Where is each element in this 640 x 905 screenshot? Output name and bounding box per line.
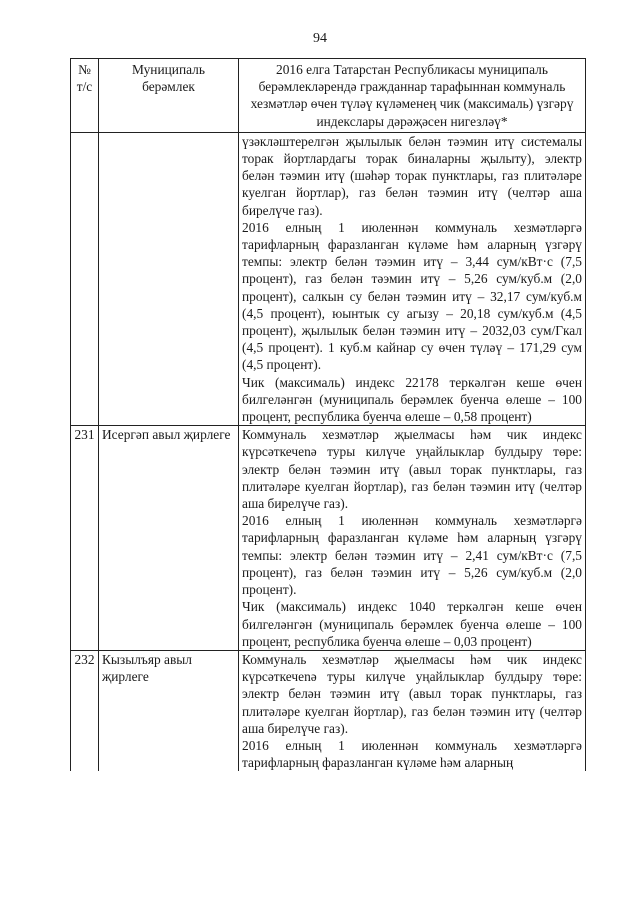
- row-municipality: Исергәп авыл җирлеге: [99, 426, 239, 651]
- row-description: [239, 132, 586, 425]
- table-row: [71, 426, 586, 651]
- row-number: 232: [71, 650, 99, 771]
- row-paragraph: Коммуналь хезмәтләр җыелмасы һәм чик индекс күрсәткечenә туры килүче уңайлыклар булдыру төре: электр белән тәэмин итү (авыл торак пунктлары, газ плитәләре куелган йортлар), газ белән тәэмин итү (челтәр аша бирелүче газ).: [242, 651, 582, 736]
- row-number: [71, 132, 99, 425]
- row-paragraph: Коммуналь хезмәтләр җыелмасы һәм чик индекс күрсәткечenә туры килүче уңайлыклар булдыру төре: электр белән тәэмин итү (авыл торак пунктлары, газ плитәләре куелган йортлар), газ белән тәэмин итү (челтәр аша бирелүче газ).: [242, 427, 582, 512]
- row-paragraph: Чик (максималь) индекс 22178 теркәлгән кеше өчен билгеләнгән (муниципаль берәмлек буенча өлеше – 100 процент, республика буенча өлеше – 0,58 процент): [242, 374, 582, 425]
- header-number: № т/с: [71, 59, 99, 133]
- row-number: 231: [71, 426, 99, 651]
- page-number: 94: [313, 31, 327, 46]
- table-row: [71, 650, 586, 771]
- table-header-row: [71, 59, 586, 133]
- row-paragraph: Чик (максималь) индекс 1040 теркәлгән кеше өчен билгеләнгән (муниципаль берәмлек буенча өлеше – 100 процент, республика буенча өлеше – 0,03 процент): [242, 599, 582, 649]
- row-municipality: [99, 132, 239, 425]
- row-paragraph: 2016 елның 1 июленнән коммуналь хезмәтләргә тарифларның фаразланган күләме һәм аларның: [242, 737, 582, 771]
- index-table: [70, 58, 586, 771]
- header-index: 2016 елга Татарстан Республикасы муниципаль берәмлекләрендә гражданнар тарафыннан коммуналь хезмәтләр өчен түләү күләменең чик (максималь) үзгәрү индекслары дәрәҗәсен нигезләү*: [239, 59, 586, 133]
- row-paragraph: 2016 елның 1 июленнән коммуналь хезмәтләргә тарифларның фаразланган күләме һәм аларның үзгәрү темпы: электр белән тәэмин итү – 3,44 сум/кВт·с (7,5 процент), газ белән тәэмин итү – 5,26 сум/куб.м (2,0 процент), салкын су белән тәэмин итү – 32,17 сум/куб.м (4,5 процент), юынтык су агызу – 20,18 сум/куб.м (4,5 процент), җылылык белән тәэмин итү – 2032,03 сум/Гкал (4,5 процент). 1 куб.м кайнар су өчен түләү – 171,29 сум (4,5 процент).: [242, 219, 582, 373]
- row-description: [239, 650, 586, 771]
- row-municipality: Кызылъяр авыл җирлеге: [99, 650, 239, 771]
- table-row: [71, 132, 586, 425]
- row-paragraph: 2016 елның 1 июленнән коммуналь хезмәтләргә тарифларның фаразланган күләме һәм аларның үзгәрү темпы: электр белән тәэмин итү – 2,41 сум/кВт·с (7,5 процент), газ белән тәэмин итү – 5,26 сум/куб.м (2,0 процент).: [242, 513, 582, 598]
- row-paragraph: үзәкләштерелгән җылылык белән тәэмин итү системалы торак йортлардагы торак биналарны җылыту), электр белән тәэмин итү (шәһәр торак пунктлары, газ плитәләре куелган йортлар), газ белән тәэмин итү (челтәр аша бирелүче газ).: [242, 133, 582, 218]
- header-municipality: Муниципаль берәмлек: [99, 59, 239, 133]
- row-description: [239, 426, 586, 651]
